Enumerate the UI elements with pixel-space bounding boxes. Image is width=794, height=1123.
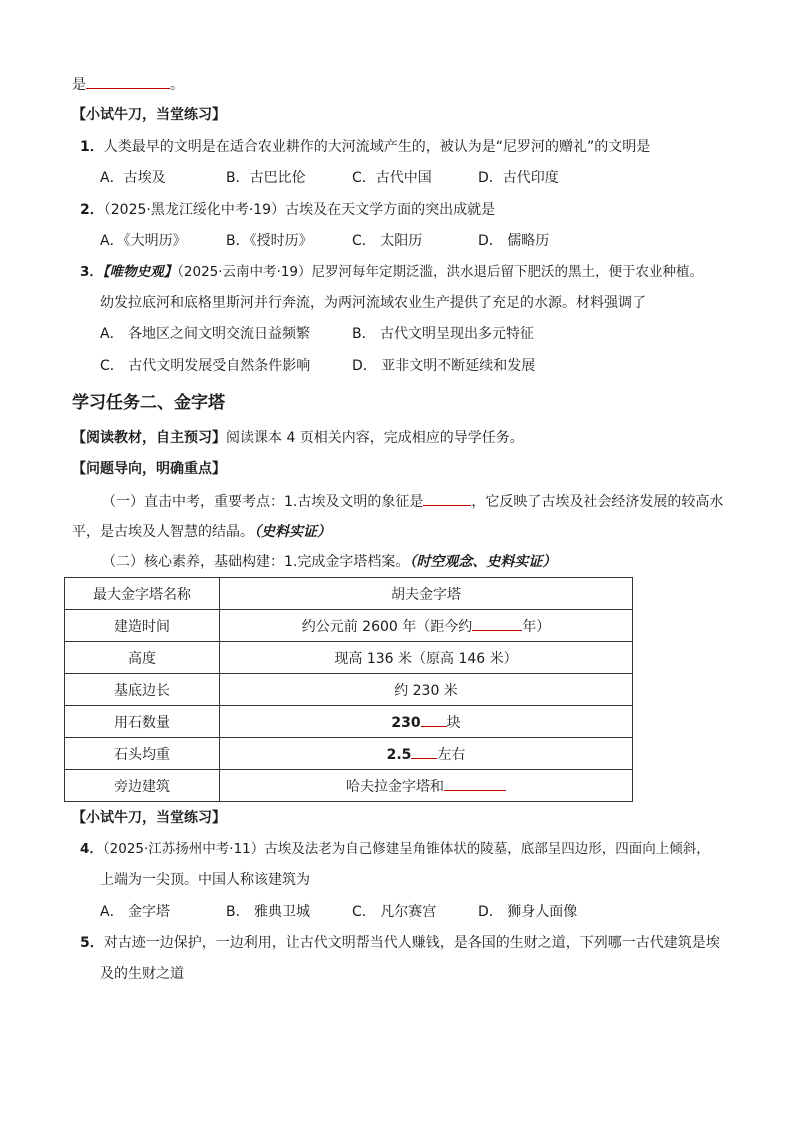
question-3: 3．【唯物史观】（2025·云南中考·19）尼罗河每年定期泛滥，洪水退后留下肥沃的黑土，便于农业种植。 — [80, 264, 704, 280]
row-value: 哈夫拉金字塔和 — [220, 770, 633, 802]
option-d[interactable]: D． 狮身人面像 — [478, 904, 578, 920]
table-row — [65, 610, 633, 642]
row-value: 约 230 米 — [220, 674, 633, 706]
read-instruction: 【阅读教材，自主预习】阅读课本 4 页相关内容，完成相应的导学任务。 — [72, 430, 524, 446]
question-5: 5．对古迹一边保护，一边利用，让古代文明帮当代人赚钱，是各国的生财之道，下列哪一古代建筑是埃 — [80, 935, 720, 951]
row-label: 旁边建筑 — [65, 770, 220, 802]
row-label: 建造时间 — [65, 610, 220, 642]
option-a[interactable]: A．《大明历》 — [100, 233, 187, 249]
guide-label: 【问题导向，明确重点】 — [72, 461, 226, 477]
continued-sentence: 是 。 — [72, 74, 184, 95]
key-point-1: （一）直击中考，重要考点：1.古埃及文明的象征是 ，它反映了古埃及社会经济发展的较高水 — [102, 491, 723, 512]
row-label: 石头均重 — [65, 738, 220, 770]
question-5-continued: 及的生财之道 — [100, 966, 184, 982]
row-value: 2.5 左右 — [220, 738, 633, 770]
table-row — [65, 674, 633, 706]
question-2: 2．（2025·黑龙江绥化中考·19）古埃及在天文学方面的突出成就是 — [80, 202, 496, 218]
section-label: 【小试牛刀，当堂练习】 — [72, 810, 226, 826]
option-b[interactable]: B．《授时历》 — [226, 233, 313, 249]
option-d[interactable]: D． 亚非文明不断延续和发展 — [352, 358, 536, 374]
section-heading: 学习任务二、金字塔 — [72, 393, 225, 413]
answer-blank[interactable] — [86, 74, 170, 89]
question-4: 4．（2025·江苏扬州中考·11）古埃及法老为自己修建呈角锥体状的陵墓，底部呈四边形，四面向上倾斜， — [80, 841, 710, 857]
table-row — [65, 770, 633, 802]
answer-blank[interactable] — [423, 491, 471, 506]
option-d[interactable]: D． 儒略历 — [478, 233, 550, 249]
row-label: 高度 — [65, 642, 220, 674]
question-1: 1．人类最早的文明是在适合农业耕作的大河流域产生的，被认为是“尼罗河的赠礼”的文明是 — [80, 139, 651, 155]
option-a[interactable]: A． 各地区之间文明交流日益频繁 — [100, 326, 311, 342]
answer-blank[interactable] — [421, 712, 447, 727]
row-value: 现高 136 米（原高 146 米） — [220, 642, 633, 674]
option-c[interactable]: C．古代中国 — [352, 170, 432, 186]
answer-blank[interactable] — [444, 776, 506, 791]
pyramid-table — [64, 577, 633, 802]
table-row — [65, 738, 633, 770]
question-3-continued: 幼发拉底河和底格里斯河并行奔流，为两河流域农业生产提供了充足的水源。材料强调了 — [100, 295, 646, 311]
row-label: 最大金字塔名称 — [65, 578, 220, 610]
row-value: 胡夫金字塔 — [220, 578, 633, 610]
option-d[interactable]: D．古代印度 — [478, 170, 559, 186]
table-row — [65, 706, 633, 738]
option-b[interactable]: B．古巴比伦 — [226, 170, 306, 186]
table-row — [65, 642, 633, 674]
option-b[interactable]: B． 雅典卫城 — [226, 904, 311, 920]
option-b[interactable]: B． 古代文明呈现出多元特征 — [352, 326, 535, 342]
row-value: 约公元前 2600 年（距今约 年） — [220, 610, 633, 642]
key-point-2: （二）核心素养，基础构建：1.完成金字塔档案。（时空观念、史料实证） — [102, 554, 557, 570]
table-row — [65, 578, 633, 610]
row-label: 基底边长 — [65, 674, 220, 706]
row-value: 230 块 — [220, 706, 633, 738]
key-point-1-continued: 平，是古埃及人智慧的结晶。（史料实证） — [72, 524, 331, 540]
option-c[interactable]: C． 凡尔赛宫 — [352, 904, 437, 920]
question-4-continued: 上端为一尖顶。中国人称该建筑为 — [100, 872, 310, 888]
option-c[interactable]: C． 古代文明发展受自然条件影响 — [100, 358, 311, 374]
answer-blank[interactable] — [472, 616, 522, 631]
option-a[interactable]: A．古埃及 — [100, 170, 166, 186]
answer-blank[interactable] — [411, 744, 437, 759]
option-c[interactable]: C． 太阳历 — [352, 233, 423, 249]
row-label: 用石数量 — [65, 706, 220, 738]
section-label: 【小试牛刀，当堂练习】 — [72, 107, 226, 123]
option-a[interactable]: A． 金字塔 — [100, 904, 171, 920]
